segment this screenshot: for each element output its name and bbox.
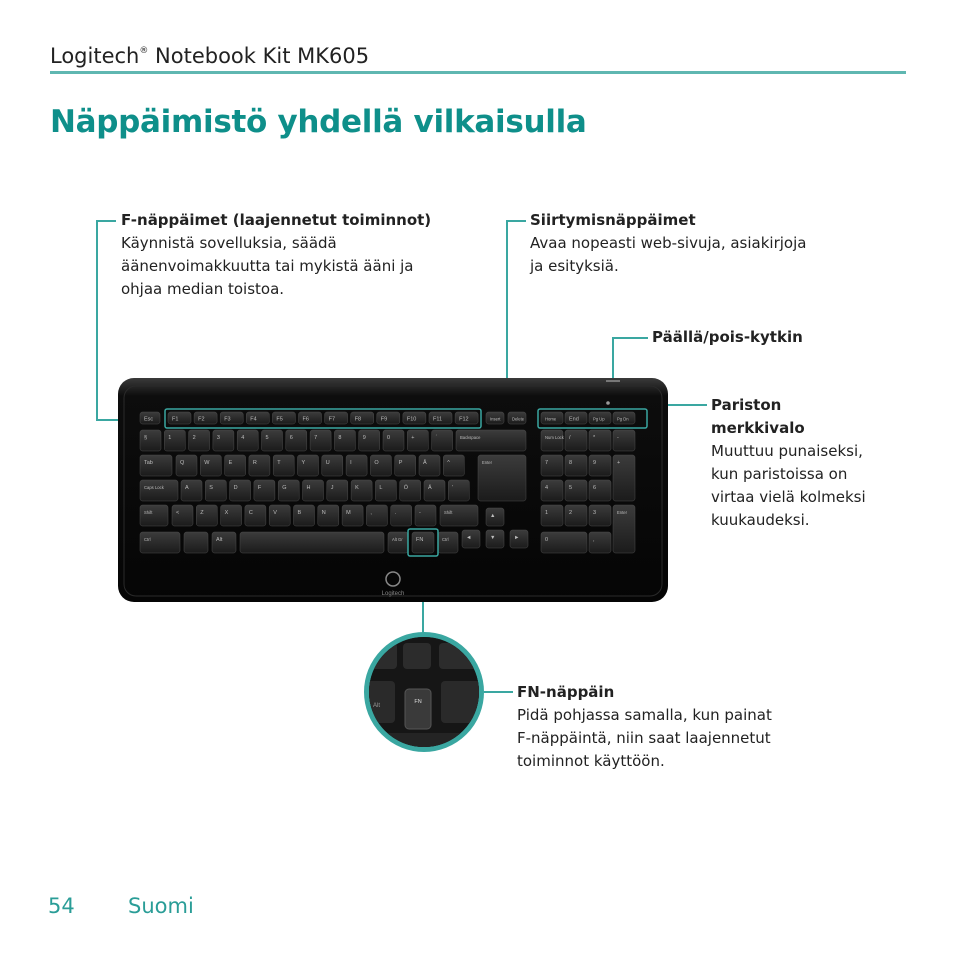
row1-8-label: 8 [338,435,342,441]
fn-leader-h [484,691,513,693]
row2-5-label: Y [301,460,306,466]
f12-label: F12 [459,416,469,423]
fkeys-text-2: äänenvoimakkuutta tai mykistä ääni ja [121,257,414,275]
fn-heading: FN-näppäin [517,683,615,701]
row4-6-label: N [321,510,326,516]
f7-label: F7 [328,416,336,423]
insert-label: Insert [490,416,501,422]
row1-6-label: 6 [289,435,293,441]
esc-label: Esc [144,416,154,423]
row1-0-label: § [144,435,148,441]
row2-1-label: W [204,460,210,466]
ctrl-label: Ctrl [144,537,151,542]
space-key [240,532,384,553]
f3-label: F3 [224,416,231,423]
row1-10-label: 0 [387,435,391,441]
row3-7-label: K [355,485,359,491]
numpad-8-label: 8 [569,460,573,466]
f1-label: F1 [172,416,179,423]
zoom-key-upper-left [369,643,397,669]
nav-3-label: Pg Dn [617,416,629,422]
header [50,44,369,68]
ctrl-r-label: Ctrl [442,537,449,542]
power-callout [652,326,803,349]
fn-text-2: F-näppäintä, niin saat laajennetut [517,729,771,747]
row3-0-label: A [185,485,189,491]
fkeys-leader-v [96,220,98,420]
battery-led [606,401,610,405]
power-heading: Päällä/pois-kytkin [652,328,803,346]
language-label: Suomi [128,894,194,918]
zoom-key-upper [403,643,431,669]
row4-5-label: B [297,510,302,516]
nav-2-label: Pg Up [593,416,605,422]
row3-10-label: Ä [428,485,432,491]
battery-text-1: Muuttuu punaiseksi, [711,442,863,460]
fkeys-leader-h [96,220,116,222]
row1-1-label: 1 [168,435,172,441]
f10-label: F10 [406,416,417,423]
row2-0-label: Q [180,460,185,466]
shift-label: Shift [144,510,153,515]
page-title: Näppäimistö yhdellä vilkaisulla [50,104,587,140]
arrow-up-label: ▲ [490,513,496,519]
product-name: Notebook Kit MK605 [155,44,370,68]
numpad-2-label: 2 [569,510,573,516]
row2-8-label: O [374,460,379,466]
tab-label: Tab [144,460,153,466]
row1-5-label: 5 [265,435,269,441]
altgr-key [388,532,408,553]
row3-1-label: S [209,485,213,491]
zoom-fn-key [405,689,431,729]
f2-label: F2 [198,416,205,423]
row3-5-label: H [306,485,311,491]
row1-11-label: + [411,435,415,441]
power-switch [606,380,620,382]
numpad-numlock-label: Num Lock [545,435,564,440]
f5-label: F5 [276,416,283,423]
fn-callout [517,681,772,773]
numpad-3-label: 3 [593,510,597,516]
row2-9-label: P [398,460,403,466]
numpad-1-label: 1 [545,510,549,516]
power-leader-h [612,337,648,339]
shift-r-label: Shift [444,510,453,515]
f4-label: F4 [250,416,257,423]
row4-4-label: V [273,510,277,516]
row4-8-label: , [370,510,372,516]
altgr-label: Alt Gr [392,537,403,542]
caps-label: Caps Lock [144,485,164,490]
nav-heading: Siirtymisnäppäimet [530,211,696,229]
backspace-key [456,430,526,451]
f6-label: F6 [302,416,309,423]
row3-8-label: L [379,485,383,491]
row1-4-label: 4 [241,435,245,441]
fkeys-text-1: Käynnistä sovelluksia, säädä [121,234,337,252]
battery-callout [711,394,866,532]
fn-text-1: Pidä pohjassa samalla, kun painat [517,706,772,724]
nav-text-1: Avaa nopeasti web-sivuja, asiakirjoja [530,234,807,252]
brand: Logitech [50,44,140,68]
row4-10-label: - [419,510,421,516]
battery-text-3: virtaa vielä kolmeksi [711,488,866,506]
row2-2-label: E [228,460,233,466]
arrow-right-label: ► [514,535,520,541]
arrow-down-label: ▼ [490,535,496,541]
fkeys-heading: F-näppäimet (laajennetut toiminnot) [121,211,432,229]
f8-label: F8 [354,416,362,423]
row3-6-label: J [330,485,334,491]
numpad-7-label: 7 [545,460,549,466]
nav-callout [530,209,806,278]
row3-3-label: F [257,485,262,491]
row3-2-label: D [233,485,238,491]
row2-6-label: U [325,460,330,466]
delete-label: Delete [512,416,525,422]
numpad-enter-label: Enter [617,510,628,515]
row2-10-label: Å [423,460,427,466]
header-rule [50,71,906,74]
nav-leader-h [506,220,526,222]
row1-2-label: 2 [192,435,196,441]
row2-11-label: ^ [447,460,450,466]
ctrl-r-key [438,532,458,553]
numpad-5-label: 5 [569,485,573,491]
battery-text-2: kun paristoissa on [711,465,848,483]
battery-heading-1: Pariston [711,396,782,414]
zoom-bottom-keys [369,733,479,747]
numpad-9-label: 9 [593,460,597,466]
numpad-0-label: 0 [545,537,549,543]
row2-3-label: R [252,460,257,466]
numpad-comma-label: , [593,537,595,543]
ctrl-key [140,532,180,553]
numpad-4-label: 4 [545,485,549,491]
battery-heading-2: merkkivalo [711,419,805,437]
row1-7-label: 7 [314,435,318,441]
numpad-div-label: / [569,435,571,441]
row3-11-label: ' [452,485,454,491]
enter-label: Enter [482,460,493,465]
backspace-label: Backspace [460,435,481,440]
caps-key [140,480,178,501]
arrow-left-label: ◄ [466,535,472,541]
fn-label: FN [416,537,424,543]
row4-3-label: C [248,510,253,516]
row2-4-label: T [277,460,281,466]
f9-label: F9 [380,416,388,423]
row4-1-label: Z [200,510,204,516]
row4-7-label: M [346,510,351,516]
row3-9-label: Ö [403,485,408,491]
registered-mark: ® [139,46,149,56]
row2-7-label: I [350,460,352,466]
windows-key [184,532,208,553]
zoom-alt-label: Alt [373,703,381,709]
fn-zoom-illustration [369,637,479,747]
fn-text-3: toiminnot käyttöön. [517,752,665,770]
keyboard-illustration [118,376,670,604]
fkeys-text-3: ohjaa median toistoa. [121,280,285,298]
row4-9-label: . [394,510,397,516]
fkeys-callout [121,209,431,301]
row1-3-label: 3 [216,435,220,441]
row1-9-label: 9 [362,435,366,441]
numpad-6-label: 6 [593,485,597,491]
numpad-plus-label: + [617,460,621,466]
zoom-fn-label: FN [414,699,422,705]
f11-label: F11 [433,416,443,423]
keyboard-logo-text: Logitech [381,591,405,597]
zoom-alt-key [369,681,395,723]
alt-label: Alt [216,537,223,543]
page-number: 54 [48,894,75,918]
nav-0-label: Home [545,416,557,422]
fn-zoom-circle [364,632,484,752]
nav-1-label: End [569,416,579,423]
numpad-mul-label: * [593,435,596,441]
nav-text-2: ja esityksiä. [530,257,619,275]
numpad-minus-label: - [617,435,619,441]
battery-text-4: kuukaudeksi. [711,511,810,529]
shift-r-key [440,505,478,526]
row4-0-label: < [176,510,180,516]
row1-12-label: ´ [435,435,438,441]
numpad-numlock-key [541,430,563,451]
shift-key [140,505,168,526]
row3-4-label: G [282,485,287,491]
row4-2-label: X [224,510,229,516]
zoom-right-key [441,681,479,723]
zoom-key-upper-right [439,643,479,669]
